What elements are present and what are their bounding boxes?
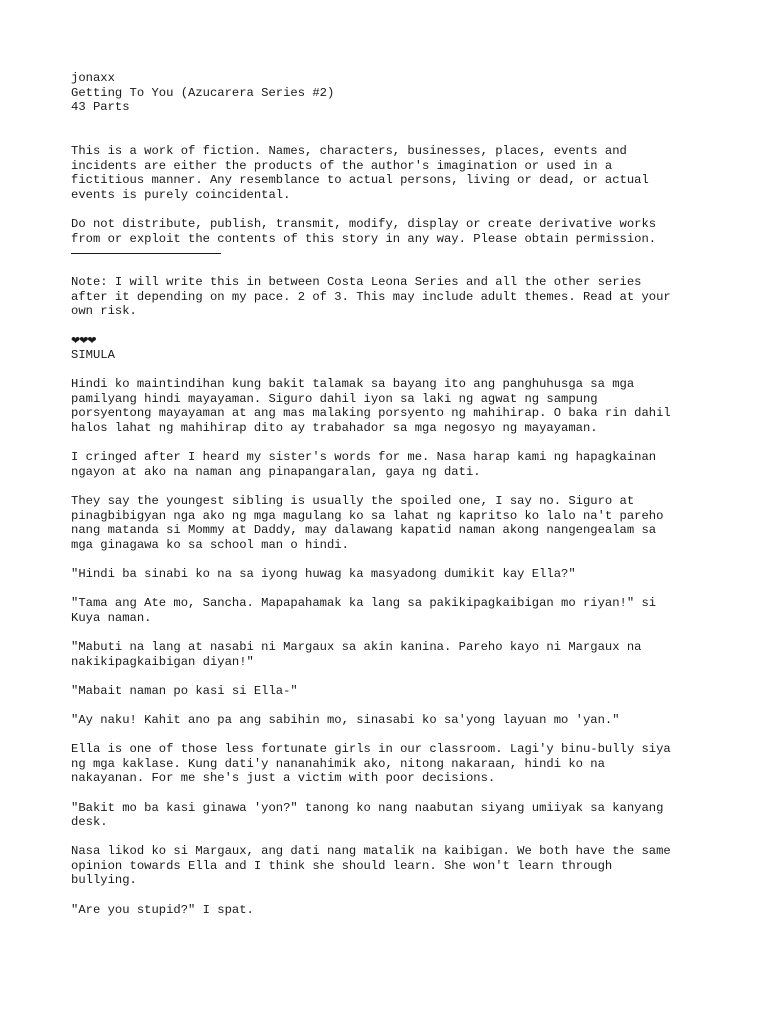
story-paragraph: "Hindi ba sinabi ko na sa iyong huwag ka masyadong dumikit kay Ella?"	[71, 567, 576, 581]
story-paragraph: Nasa likod ko si Margaux, ang dati nang matalik na kaibigan. We both have the same opinion towards Ella and I think she should learn. She won't learn through bullying.	[71, 844, 671, 888]
story-paragraph: "Bakit mo ba kasi ginawa 'yon?" tanong ko nang naabutan siyang umiiyak sa kanyang desk.	[71, 800, 664, 830]
story-paragraph: "Ay naku! Kahit ano pa ang sabihin mo, sinasabi ko sa'yong layuan mo 'yan."	[71, 712, 620, 727]
document-page	[71, 71, 711, 917]
story-paragraph: "Tama ang Ate mo, Sancha. Mapapahamak ka lang sa pakikipagkaibigan mo riyan!" si Kuya naman.	[71, 596, 657, 625]
fiction-disclaimer: This is a work of fiction. Names, characters, businesses, places, events and incidents are either the products of the author's imagination or used in a fictitious manner. Any resemblance to actual persons, living or dead, or actual events is purely coincidental.	[71, 143, 649, 202]
story-paragraph: Hindi ko maintindihan kung bakit talamak sa bayang ito ang panghuhusga sa mga pamilyang hindi mayayaman. Siguro dahil iyon sa laki ng agwat ng sampung porsyentong mayayaman at ang mas malaking porsyento ng mahihirap. O baka rin dahil halos lahat ng mahihirap dito ay trabahador sa mga negosyo ng mayayaman.	[71, 377, 671, 436]
story-paragraph: "Are you stupid?" I spat.	[71, 902, 254, 917]
story-title: Getting To You (Azucarera Series #2)	[71, 85, 335, 100]
story-paragraph: Ella is one of those less fortunate girls in our classroom. Lagi'y binu-bully siya ng mga kaklase. Kung dati'y nananahimik ako, nitong nakaraan, hindi ko na nakayanan. For me she's just a victim with poor decisions.	[71, 742, 671, 786]
story-paragraph: I cringed after I heard my sister's words for me. Nasa harap kami ng hapagkainan ngayon at ako na naman ang pinapangaralan, gaya ng dati.	[71, 450, 657, 479]
story-paragraph: They say the youngest sibling is usually the spoiled one, I say no. Siguro at pinagbibigyan nga ako ng mga magulang ko sa lahat ng kapritso ko lalo na't pareho nang matanda si Mommy at Daddy, may dalawang kapatid naman akong nangengealam sa mga ginagawa ko sa school man o hindi.	[71, 494, 664, 552]
chapter-title: SIMULA	[71, 348, 115, 363]
story-paragraph: "Mabait naman po kasi si Ella-"	[71, 683, 298, 698]
author-note: Note: I will write this in between Costa Leona Series and all the other series after it depending on my pace. 2 of 3. This may include adult themes. Read at your own risk.	[71, 275, 671, 319]
story-paragraph: "Mabuti na lang at nasabi ni Margaux sa akin kanina. Pareho kayo ni Margaux na nakikipagkaibigan diyan!"	[71, 639, 642, 669]
heart-ornament-icon: ❤❤❤	[71, 333, 96, 347]
distribution-notice: Do not distribute, publish, transmit, modify, display or create derivative works from or exploit the contents of this story in any way. Please obtain permission.	[71, 216, 657, 246]
section-divider	[71, 253, 221, 254]
author-name: jonaxx	[71, 71, 115, 85]
parts-count: 43 Parts	[71, 100, 130, 115]
